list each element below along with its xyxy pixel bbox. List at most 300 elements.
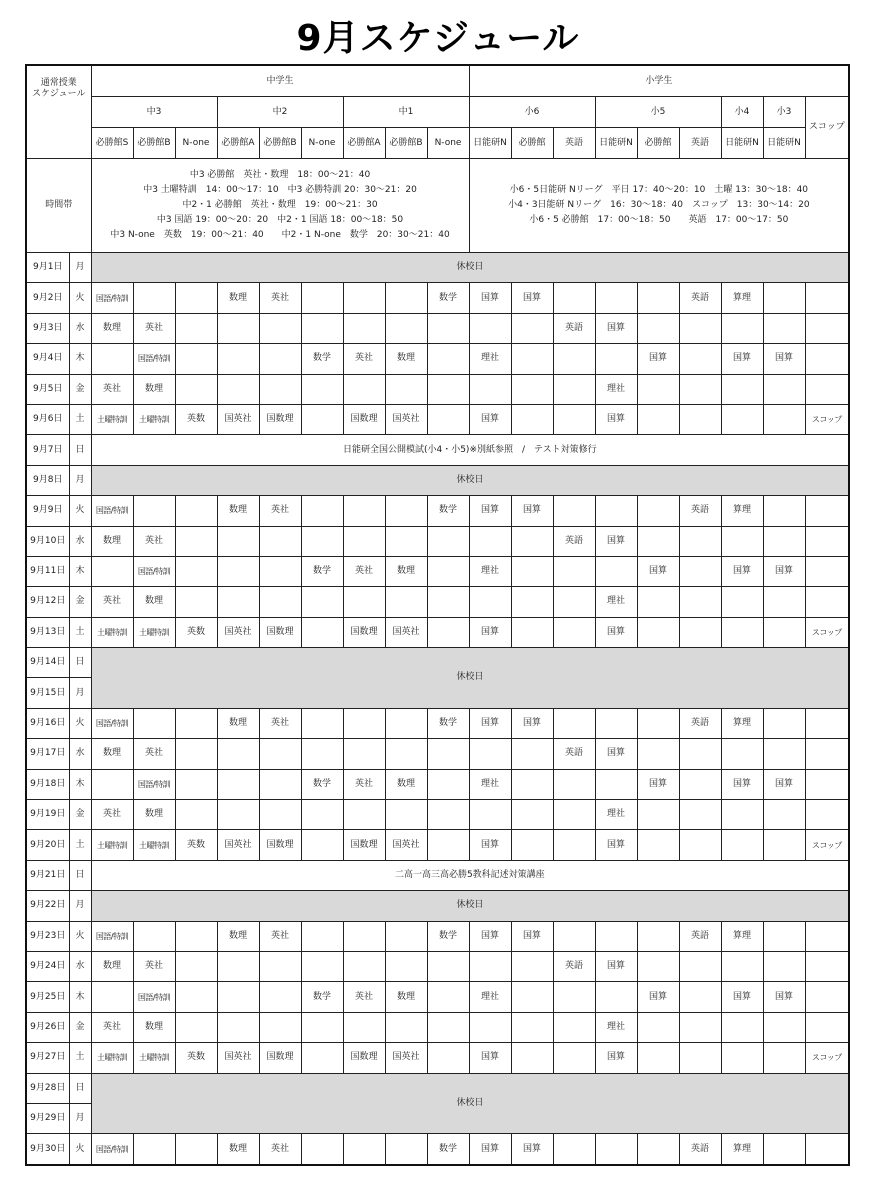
class-cell: 国算 bbox=[469, 283, 511, 313]
class-cell bbox=[805, 556, 849, 586]
class-cell bbox=[427, 526, 469, 556]
weekday-cell: 火 bbox=[69, 708, 91, 738]
class-cell bbox=[721, 587, 763, 617]
class-cell bbox=[259, 374, 301, 404]
class-cell bbox=[385, 951, 427, 981]
class-cell bbox=[595, 1134, 637, 1165]
page-title: 9月スケジュール bbox=[296, 18, 580, 59]
closed-day-cell: 休校日 bbox=[91, 1073, 849, 1134]
class-cell bbox=[511, 526, 553, 556]
date-cell: 9月29日 bbox=[26, 1103, 69, 1133]
class-cell bbox=[217, 556, 259, 586]
course-header: 必勝館A bbox=[217, 128, 259, 159]
class-cell bbox=[805, 374, 849, 404]
class-cell bbox=[721, 313, 763, 343]
class-cell bbox=[637, 830, 679, 860]
class-cell bbox=[721, 617, 763, 647]
time-line: 中3 土曜特訓 14：00～17：10 中3 必勝特訓 20：30～21：20 bbox=[143, 185, 417, 195]
grade-header: 小5 bbox=[595, 97, 721, 128]
class-cell bbox=[721, 800, 763, 830]
class-cell bbox=[679, 404, 721, 434]
class-cell bbox=[511, 830, 553, 860]
date-cell: 9月30日 bbox=[26, 1134, 69, 1165]
class-cell: 国数理 bbox=[259, 830, 301, 860]
class-cell: 英社 bbox=[343, 556, 385, 586]
time-label: 時間帯 bbox=[26, 159, 91, 253]
class-cell: 英社 bbox=[133, 951, 175, 981]
class-cell: 国数理 bbox=[343, 830, 385, 860]
class-cell: 国数理 bbox=[259, 404, 301, 434]
class-cell bbox=[217, 982, 259, 1012]
class-cell bbox=[175, 344, 217, 374]
class-cell bbox=[763, 496, 805, 526]
class-cell: 数理 bbox=[217, 708, 259, 738]
class-cell bbox=[469, 800, 511, 830]
closed-day-cell: 休校日 bbox=[91, 253, 849, 283]
table-row bbox=[26, 800, 849, 830]
class-cell bbox=[679, 374, 721, 404]
time-line: 中3 国語 19：00～20：20 中2・1 国語 18：00～18：50 bbox=[156, 215, 404, 225]
class-cell bbox=[259, 951, 301, 981]
date-cell: 9月4日 bbox=[26, 344, 69, 374]
class-cell bbox=[511, 404, 553, 434]
class-cell: 英社 bbox=[343, 344, 385, 374]
class-cell bbox=[385, 526, 427, 556]
date-cell: 9月5日 bbox=[26, 374, 69, 404]
course-header: 英語 bbox=[553, 128, 595, 159]
class-cell bbox=[343, 739, 385, 769]
class-cell bbox=[721, 830, 763, 860]
table-row bbox=[26, 648, 849, 678]
class-cell bbox=[175, 1134, 217, 1165]
class-cell bbox=[301, 496, 343, 526]
time-line: 小6・5 必勝館 17：00～18：50 英語 17：00～17：50 bbox=[529, 215, 789, 225]
class-cell bbox=[91, 982, 133, 1012]
class-cell: 国語/特訓 bbox=[91, 1134, 133, 1165]
class-cell bbox=[763, 617, 805, 647]
class-cell bbox=[637, 374, 679, 404]
class-cell bbox=[553, 982, 595, 1012]
class-cell bbox=[259, 587, 301, 617]
class-cell: 国算 bbox=[595, 526, 637, 556]
class-cell bbox=[553, 1012, 595, 1042]
class-cell bbox=[763, 951, 805, 981]
table-row bbox=[26, 1012, 849, 1042]
class-cell: 土曜特訓 bbox=[133, 1043, 175, 1073]
class-cell bbox=[385, 1012, 427, 1042]
class-cell bbox=[427, 556, 469, 586]
date-cell: 9月22日 bbox=[26, 891, 69, 921]
class-cell: 国算 bbox=[469, 496, 511, 526]
weekday-cell: 木 bbox=[69, 982, 91, 1012]
class-cell: 国算 bbox=[469, 1043, 511, 1073]
class-cell: 英数 bbox=[175, 404, 217, 434]
class-cell bbox=[217, 587, 259, 617]
class-cell: 算理 bbox=[721, 921, 763, 951]
weekday-cell: 土 bbox=[69, 830, 91, 860]
class-cell bbox=[763, 374, 805, 404]
time-line: 小4・3日能研 Nリーグ 16：30～18：40 スコップ 13：30～14：20 bbox=[508, 200, 810, 210]
class-cell: 英語 bbox=[679, 1134, 721, 1165]
course-header: 必勝館B bbox=[385, 128, 427, 159]
class-cell: 理社 bbox=[469, 769, 511, 799]
class-cell bbox=[763, 830, 805, 860]
table-row bbox=[26, 435, 849, 465]
class-cell: 国算 bbox=[511, 1134, 553, 1165]
class-cell bbox=[343, 374, 385, 404]
class-cell bbox=[259, 556, 301, 586]
corner-label: 通常授業 スケジュール bbox=[26, 65, 91, 159]
jhs-header: 中学生 bbox=[91, 65, 469, 97]
weekday-cell: 日 bbox=[69, 1073, 91, 1103]
class-cell: 数学 bbox=[301, 769, 343, 799]
class-cell bbox=[301, 708, 343, 738]
time-line: 中3 N-one 英数 19：00～21：40 中2・1 N-one 数学 20：30～21：40 bbox=[110, 230, 450, 240]
class-cell bbox=[385, 800, 427, 830]
class-cell: 国算 bbox=[763, 556, 805, 586]
class-cell bbox=[175, 313, 217, 343]
class-cell bbox=[679, 1043, 721, 1073]
class-cell: 数理 bbox=[133, 1012, 175, 1042]
class-cell bbox=[595, 708, 637, 738]
class-cell bbox=[175, 1012, 217, 1042]
class-cell bbox=[301, 739, 343, 769]
class-cell bbox=[763, 404, 805, 434]
class-cell: 英社 bbox=[91, 374, 133, 404]
class-cell bbox=[511, 374, 553, 404]
class-cell bbox=[259, 769, 301, 799]
class-cell bbox=[217, 800, 259, 830]
class-cell bbox=[553, 708, 595, 738]
class-cell bbox=[511, 739, 553, 769]
class-cell: 国算 bbox=[469, 617, 511, 647]
class-cell: 英社 bbox=[133, 313, 175, 343]
course-header: N-one bbox=[175, 128, 217, 159]
class-cell bbox=[343, 283, 385, 313]
class-cell bbox=[175, 556, 217, 586]
class-cell bbox=[763, 800, 805, 830]
class-cell bbox=[679, 800, 721, 830]
class-cell: 国英社 bbox=[385, 1043, 427, 1073]
course-header: 必勝館 bbox=[511, 128, 553, 159]
class-cell bbox=[301, 1134, 343, 1165]
class-cell bbox=[217, 344, 259, 374]
class-cell bbox=[805, 1012, 849, 1042]
weekday-cell: 日 bbox=[69, 860, 91, 890]
class-cell: 国算 bbox=[595, 617, 637, 647]
class-cell bbox=[343, 1012, 385, 1042]
class-cell: 国算 bbox=[511, 496, 553, 526]
class-cell: 国算 bbox=[595, 1043, 637, 1073]
class-cell bbox=[637, 404, 679, 434]
class-cell bbox=[511, 982, 553, 1012]
class-cell: 国英社 bbox=[385, 617, 427, 647]
class-cell: 英社 bbox=[91, 800, 133, 830]
class-cell: 国算 bbox=[637, 556, 679, 586]
class-cell bbox=[385, 283, 427, 313]
class-cell bbox=[553, 1043, 595, 1073]
class-cell: 数理 bbox=[133, 374, 175, 404]
class-cell bbox=[637, 283, 679, 313]
class-cell bbox=[721, 1043, 763, 1073]
class-cell bbox=[763, 1043, 805, 1073]
event-cell: 日能研全国公開模試(小4・小5)※別紙参照 / テスト対策修行 bbox=[91, 435, 849, 465]
class-cell bbox=[133, 496, 175, 526]
class-cell bbox=[637, 1012, 679, 1042]
class-cell bbox=[427, 374, 469, 404]
class-cell bbox=[427, 951, 469, 981]
class-cell bbox=[553, 587, 595, 617]
class-cell bbox=[217, 951, 259, 981]
class-cell bbox=[553, 617, 595, 647]
class-cell: 国算 bbox=[763, 982, 805, 1012]
class-cell bbox=[553, 769, 595, 799]
class-cell: 国英社 bbox=[217, 404, 259, 434]
class-cell bbox=[805, 587, 849, 617]
scop-header: スコップ bbox=[805, 97, 849, 159]
class-cell bbox=[763, 708, 805, 738]
weekday-cell: 日 bbox=[69, 435, 91, 465]
class-cell bbox=[637, 800, 679, 830]
date-cell: 9月9日 bbox=[26, 496, 69, 526]
class-cell: 英社 bbox=[259, 708, 301, 738]
class-cell: 土曜特訓 bbox=[133, 404, 175, 434]
class-cell bbox=[301, 1012, 343, 1042]
class-cell bbox=[679, 830, 721, 860]
class-cell bbox=[217, 769, 259, 799]
class-cell: 数学 bbox=[427, 496, 469, 526]
class-cell: 国英社 bbox=[217, 617, 259, 647]
class-cell bbox=[637, 496, 679, 526]
class-cell bbox=[427, 1043, 469, 1073]
weekday-cell: 火 bbox=[69, 283, 91, 313]
date-cell: 9月28日 bbox=[26, 1073, 69, 1103]
class-cell bbox=[91, 556, 133, 586]
class-cell: 数理 bbox=[217, 1134, 259, 1165]
course-header: 必勝館S bbox=[91, 128, 133, 159]
class-cell bbox=[511, 587, 553, 617]
class-cell bbox=[805, 708, 849, 738]
class-cell bbox=[637, 951, 679, 981]
table-row bbox=[26, 1043, 849, 1073]
class-cell bbox=[595, 982, 637, 1012]
es-header: 小学生 bbox=[469, 65, 849, 97]
class-cell: 国語/特訓 bbox=[91, 708, 133, 738]
date-cell: 9月26日 bbox=[26, 1012, 69, 1042]
class-cell: 国英社 bbox=[217, 830, 259, 860]
class-cell: 英社 bbox=[91, 587, 133, 617]
class-cell bbox=[427, 769, 469, 799]
weekday-cell: 土 bbox=[69, 1043, 91, 1073]
time-line: 小6・5日能研 Nリーグ 平日 17：40～20：10 土曜 13：30～18：40 bbox=[509, 185, 809, 195]
class-cell bbox=[679, 344, 721, 374]
class-cell bbox=[91, 344, 133, 374]
class-cell bbox=[763, 313, 805, 343]
class-cell bbox=[595, 344, 637, 374]
class-cell bbox=[427, 739, 469, 769]
class-cell bbox=[259, 344, 301, 374]
class-cell bbox=[637, 739, 679, 769]
class-cell bbox=[175, 800, 217, 830]
weekday-cell: 日 bbox=[69, 648, 91, 678]
date-cell: 9月21日 bbox=[26, 860, 69, 890]
grade-header: 中2 bbox=[217, 97, 343, 128]
class-cell: 算理 bbox=[721, 708, 763, 738]
class-cell bbox=[385, 921, 427, 951]
class-cell bbox=[805, 496, 849, 526]
class-cell bbox=[637, 617, 679, 647]
course-header: 日能研N bbox=[469, 128, 511, 159]
class-cell: 数理 bbox=[91, 951, 133, 981]
weekday-cell: 土 bbox=[69, 617, 91, 647]
class-cell bbox=[301, 921, 343, 951]
class-cell bbox=[301, 587, 343, 617]
date-cell: 9月7日 bbox=[26, 435, 69, 465]
class-cell bbox=[175, 982, 217, 1012]
class-cell bbox=[763, 283, 805, 313]
class-cell bbox=[133, 708, 175, 738]
table-row bbox=[26, 526, 849, 556]
table-row bbox=[26, 344, 849, 374]
weekday-cell: 水 bbox=[69, 313, 91, 343]
class-cell bbox=[343, 526, 385, 556]
class-cell: 国算 bbox=[595, 739, 637, 769]
class-cell bbox=[595, 769, 637, 799]
class-cell: 国算 bbox=[721, 344, 763, 374]
class-cell bbox=[343, 800, 385, 830]
class-cell: 理社 bbox=[469, 982, 511, 1012]
class-cell bbox=[553, 921, 595, 951]
class-cell bbox=[637, 921, 679, 951]
grade-header: 中3 bbox=[91, 97, 217, 128]
grade-header: 小4 bbox=[721, 97, 763, 128]
class-cell bbox=[259, 526, 301, 556]
class-cell: 英数 bbox=[175, 1043, 217, 1073]
class-cell: 数理 bbox=[91, 739, 133, 769]
weekday-cell: 水 bbox=[69, 951, 91, 981]
table-row bbox=[26, 860, 849, 890]
class-cell bbox=[637, 526, 679, 556]
class-cell bbox=[301, 800, 343, 830]
class-cell bbox=[805, 1134, 849, 1165]
date-cell: 9月2日 bbox=[26, 283, 69, 313]
date-cell: 9月6日 bbox=[26, 404, 69, 434]
class-cell bbox=[343, 587, 385, 617]
date-cell: 9月20日 bbox=[26, 830, 69, 860]
class-cell: 理社 bbox=[595, 374, 637, 404]
class-cell: 理社 bbox=[595, 1012, 637, 1042]
class-cell: 数理 bbox=[133, 800, 175, 830]
class-cell bbox=[175, 283, 217, 313]
course-header: 日能研N bbox=[721, 128, 763, 159]
class-cell: 算理 bbox=[721, 283, 763, 313]
class-cell bbox=[805, 344, 849, 374]
class-cell: 国算 bbox=[511, 283, 553, 313]
class-cell: 国算 bbox=[511, 708, 553, 738]
class-cell: 国算 bbox=[763, 344, 805, 374]
class-cell bbox=[301, 374, 343, 404]
date-cell: 9月12日 bbox=[26, 587, 69, 617]
class-cell: 国算 bbox=[721, 556, 763, 586]
class-cell: スコップ bbox=[805, 830, 849, 860]
table-row bbox=[26, 404, 849, 434]
course-header: 必勝館 bbox=[637, 128, 679, 159]
table-row bbox=[26, 283, 849, 313]
class-cell: 英社 bbox=[91, 1012, 133, 1042]
class-cell: 数理 bbox=[385, 344, 427, 374]
class-cell: 国算 bbox=[469, 1134, 511, 1165]
class-cell bbox=[175, 921, 217, 951]
class-cell bbox=[637, 708, 679, 738]
date-cell: 9月23日 bbox=[26, 921, 69, 951]
weekday-cell: 木 bbox=[69, 769, 91, 799]
table-row bbox=[26, 556, 849, 586]
class-cell: 国算 bbox=[595, 830, 637, 860]
table-row bbox=[26, 769, 849, 799]
class-cell: 国算 bbox=[469, 830, 511, 860]
class-cell bbox=[301, 1043, 343, 1073]
class-cell bbox=[721, 526, 763, 556]
class-cell bbox=[469, 1012, 511, 1042]
class-cell bbox=[511, 1012, 553, 1042]
class-cell: 英語 bbox=[679, 496, 721, 526]
class-cell bbox=[679, 1012, 721, 1042]
class-cell: 土曜特訓 bbox=[133, 617, 175, 647]
class-cell bbox=[217, 1012, 259, 1042]
date-cell: 9月16日 bbox=[26, 708, 69, 738]
class-cell bbox=[511, 800, 553, 830]
class-cell bbox=[805, 526, 849, 556]
class-cell bbox=[259, 739, 301, 769]
class-cell bbox=[343, 496, 385, 526]
class-cell bbox=[805, 283, 849, 313]
weekday-cell: 火 bbox=[69, 1134, 91, 1165]
class-cell: 英語 bbox=[679, 283, 721, 313]
course-header: 必勝館B bbox=[259, 128, 301, 159]
table-row bbox=[26, 496, 849, 526]
course-header: N-one bbox=[427, 128, 469, 159]
class-cell: 数学 bbox=[427, 1134, 469, 1165]
weekday-cell: 水 bbox=[69, 739, 91, 769]
jhs-time-schedule bbox=[91, 159, 469, 253]
class-cell bbox=[511, 556, 553, 586]
class-cell: 国語/特訓 bbox=[133, 982, 175, 1012]
class-cell bbox=[553, 1134, 595, 1165]
class-cell: 英社 bbox=[259, 1134, 301, 1165]
grade-header: 小6 bbox=[469, 97, 595, 128]
table-row bbox=[26, 951, 849, 981]
course-header: 必勝館B bbox=[133, 128, 175, 159]
class-cell bbox=[343, 1134, 385, 1165]
class-cell bbox=[133, 921, 175, 951]
class-cell bbox=[595, 556, 637, 586]
class-cell bbox=[679, 739, 721, 769]
class-cell bbox=[511, 313, 553, 343]
class-cell bbox=[133, 1134, 175, 1165]
class-cell: 土曜特訓 bbox=[91, 1043, 133, 1073]
class-cell: 英社 bbox=[259, 921, 301, 951]
class-cell: 数学 bbox=[301, 344, 343, 374]
class-cell: 国数理 bbox=[259, 617, 301, 647]
class-cell bbox=[301, 617, 343, 647]
class-cell: 数理 bbox=[385, 556, 427, 586]
class-cell bbox=[763, 1134, 805, 1165]
class-cell bbox=[259, 1012, 301, 1042]
class-cell bbox=[637, 1134, 679, 1165]
class-cell bbox=[637, 313, 679, 343]
table-row bbox=[26, 313, 849, 343]
class-cell bbox=[679, 587, 721, 617]
